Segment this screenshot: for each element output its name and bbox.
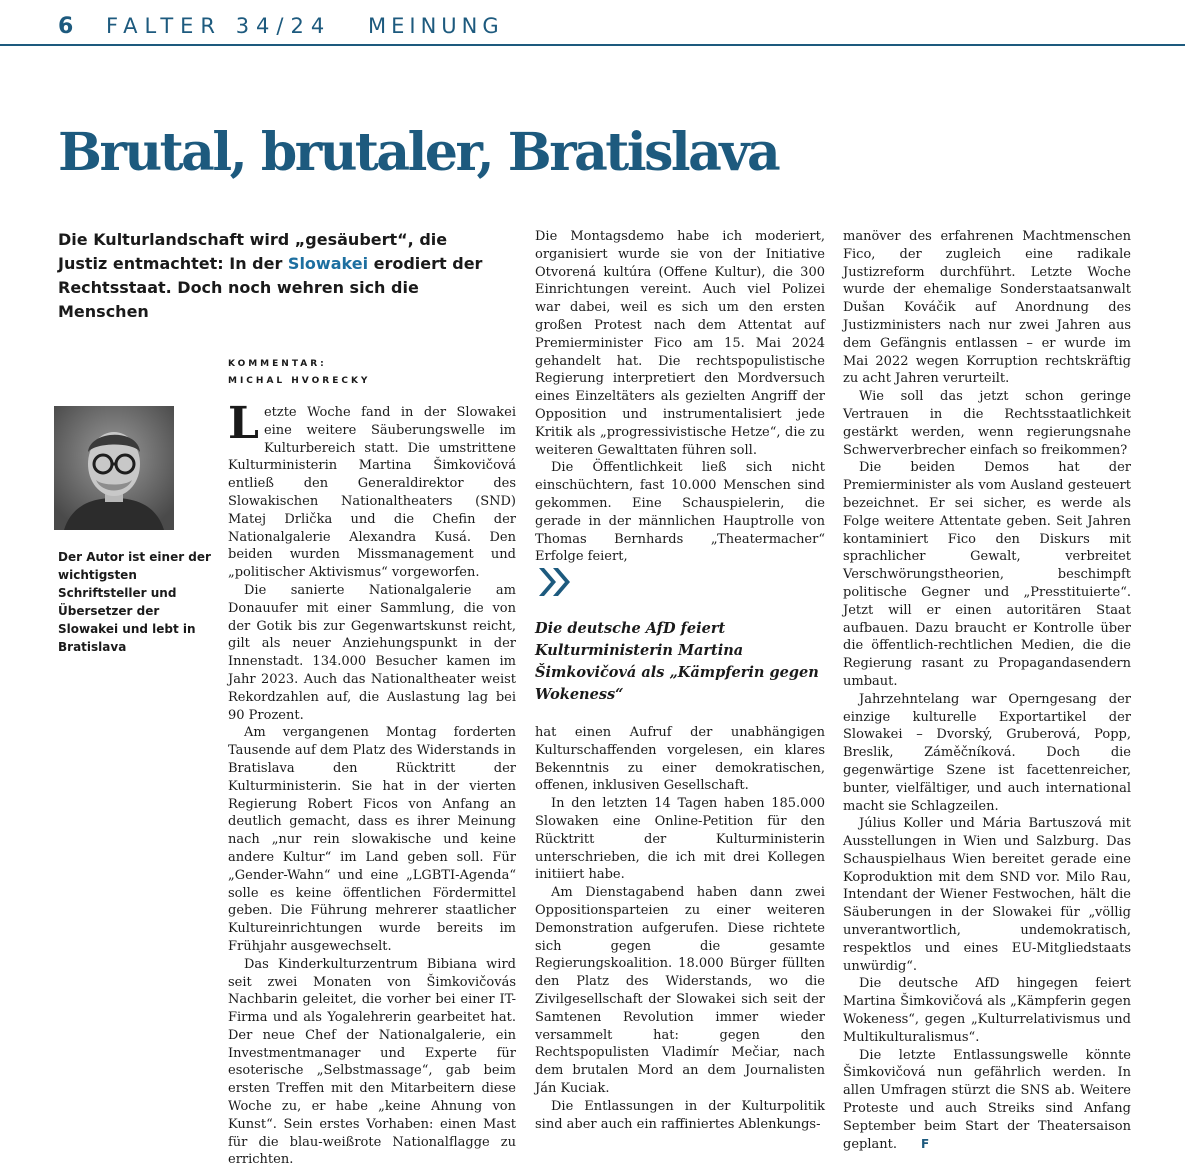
paragraph: Wie soll das jetzt schon geringe Vertrauen in die Rechtsstaatlichkeit gestärkt werden, wenn regierungsnahe Schwerverbrecher einfach so freikommen? xyxy=(843,389,1131,458)
page-header xyxy=(0,0,1185,46)
pull-quote: Die deutsche AfD feiert Kulturministerin Martina Šimkovičová als „Kämpferin gegen Wokeness“ xyxy=(535,620,819,703)
paragraph xyxy=(228,398,516,582)
lead-text xyxy=(58,228,498,324)
paragraph: Am vergangenen Montag forderten Tausende auf dem Platz des Widerstands in Bratislava den Rücktritt der Kulturministerin. Sie hat in der vierten Regierung Robert Ficos von Anfang an deutlich gemacht, dass es ihrer Meinung nach „nur rein slowakische und keine andere Kultur“ im Land geben soll. Für „Gender-Wahn“ und eine „LGBTI-Agenda“ solle es keine öffentlichen Fördermittel geben. Die Führung mehrerer staatlicher Kultureinrichtungen wurde bereits im Frühjahr ausgewechselt. xyxy=(228,725,516,954)
paragraph: hat einen Aufruf der unabhängigen Kulturschaffenden vorgelesen, ein klares Bekenntnis zu einer demokratischen, offenen, inklusiven Gesellschaft. xyxy=(535,725,825,794)
paragraph: Die Entlassungen in der Kulturpolitik sind aber auch ein raffiniertes Ablenkungs- xyxy=(535,1098,825,1132)
section-label: MEINUNG xyxy=(368,14,504,38)
author-caption: Der Autor ist einer der wichtigsten Schriftsteller und Übersetzer der Slowakei und lebt in Bratislava xyxy=(58,550,211,654)
issue-label: FALTER 34/24 xyxy=(106,14,332,38)
lead-text-start: Die Kulturlandschaft wird „gesäubert“, die Justiz entmachtet: In der xyxy=(58,230,448,273)
paragraph: Die Montagsdemo habe ich moderiert, organisiert wurde sie von der Initiative Otvorená kultúra (Offene Kultur), die 300 Einrichtungen vereint. Auch viel Polizei war dabei, weil es sich um den ersten großen Protest nach dem Attentat auf Premierminister Fico am 15. Mai 2024 gehandelt hat. Die rechtspopulistische Regierung interpretiert den Mordversuch eines Einzeltäters als gezielten Angriff der Opposition und instrumentalisiert jede Kritik als „progressivistische Hetze“, die zu weiteren Gewalttaten führen soll. xyxy=(535,229,825,458)
article-column-3 xyxy=(843,228,1131,1152)
header-rule xyxy=(0,44,1185,46)
lead-text-end: erodiert der Rechtsstaat. Doch noch wehren sich die Menschen xyxy=(58,254,483,321)
paragraph xyxy=(843,1047,1131,1154)
paragraph: manöver des erfahrenen Machtmenschen Fico, der zugleich eine radikale Justizreform durchführt. Letzte Woche wurde der ehemalige Sonderstaatsanwalt Dušan Kováčik auf Anordnung des Justizministers nach nur zwei Jahren aus dem Gefängnis entlassen – er wurde im Mai 2022 wegen Korruption rechtskräftig zu acht Jahren verurteilt. xyxy=(843,229,1131,387)
paragraph: Am Dienstagabend haben dann zwei Oppositionsparteien zu einer weiteren Demonstration aufgerufen. Diese richtete sich gegen die gesamte Regierungskoalition. 18.000 Bürger füllten den Platz des Widerstands, wo die Zivilgesellschaft der Slowakei sich seit der Samtenen Revolution immer wieder versammelt hat: gegen den Rechtspopulisten Vladimír Mečiar, nach dem brutalen Mord an dem Journalisten Ján Kuciak. xyxy=(535,885,825,1096)
author-portrait-icon xyxy=(54,406,174,530)
byline-label: KOMMENTAR: xyxy=(228,359,327,369)
quote-mark-icon xyxy=(533,560,577,604)
paragraph: Die deutsche AfD hingegen feiert Martina Šimkovičová als „Kämpferin gegen Wokeness“, gegen „Kulturrelativismus und Multikulturalismus“. xyxy=(843,976,1131,1045)
article-column-2-bottom xyxy=(535,724,825,1132)
end-mark-icon: F xyxy=(920,1136,930,1151)
paragraph-text: Die letzte Entlassungswelle könnte Šimkovičová nun gefährlich werden. In allen Umfragen stürzt die SNS ab. Weitere Proteste und auch Streiks sind Anfang September beim Start der Theatersaison geplant. xyxy=(843,1047,1131,1152)
paragraph: Jahrzehntelang war Operngesang der einzige kulturelle Exportartikel der Slowakei – Dvorský, Gruberová, Popp, Breslik, Záměčníková. Doch die gegenwärtige Szene ist facettenreicher, bunter, vielfältiger, und auch international macht sie Schlagzeilen. xyxy=(843,691,1131,814)
drop-cap: L xyxy=(228,398,259,449)
paragraph: Das Kinderkulturzentrum Bibiana wird seit zwei Monaten von Šimkovičovás Nachbarin geleitet, die vorher bei einer IT-Firma und als Yogalehrerin gearbeitet hat. Der neue Chef der Nationalgalerie, ein Investmentmanager und Experte für esoterische „Selbstmassage“, gab beim ersten Treffen mit den Mitarbeitern diese Woche zu, er habe „keine Ahnung von Kunst“. Sein erstes Vorhaben: einen Mast für die blau-weißrote Nationalflagge zu errichten. xyxy=(228,956,516,1168)
headline: Brutal, brutaler, Bratislava xyxy=(58,122,779,183)
byline-author: MICHAL HVORECKY xyxy=(228,376,371,386)
author-photo xyxy=(54,406,174,530)
paragraph: In den letzten 14 Tagen haben 185.000 Slowaken eine Online-Petition für den Rücktritt der Kulturministerin unterschrieben, die ich mit drei Kollegen initiiert habe. xyxy=(535,796,825,883)
paragraph: Die Öffentlichkeit ließ sich nicht einschüchtern, fast 10.000 Menschen sind gekommen. Eine Schauspielerin, die gerade in der männlichen Hauptrolle von Thomas Bernhards „Theatermacher“ Erfolge feiert, xyxy=(535,460,825,565)
article-column-1 xyxy=(228,398,516,1168)
paragraph-text: etzte Woche fand in der Slowakei eine weitere Säuberungswelle im Kulturbereich statt. Die umstrittene Kulturministerin Martina Šimkovičová entließ den Generaldirektor des Slowakischen Nationaltheaters (SND) Matej Drlička und die Chefin der Nationalgalerie Alexandra Kusá. Den beiden wurden Missmanagement und „politischer Aktivismus“ vorgeworfen. xyxy=(228,405,516,581)
paragraph: Július Koller und Mária Bartuszová mit Ausstellungen in Wien und Salzburg. Das Schauspielhaus Wien bereitet gerade eine Koproduktion mit dem SND vor. Milo Rau, Intendant der Wiener Festwochen, hält die Säuberungen in der Slowakei für „völlig unverantwortlich, undemokratisch, respektlos und eines EU-Mitgliedstaats unwürdig“. xyxy=(843,816,1131,974)
byline xyxy=(228,356,370,390)
article-column-2-top xyxy=(535,228,825,565)
page-number: 6 xyxy=(58,14,74,39)
paragraph: Die beiden Demos hat der Premierminister als vom Ausland gesteuert bezeichnet. Er sei sicher, es werde als Folge weitere Attentate geben. Seit Jahren kontaminiert Fico den Diskurs mit sprachlicher Gewalt, verbreitet Verschwörungstheorien, beschimpft politische Gegner und „Presstituierte“. Jetzt will er einen autoritären Staat aufbauen. Dazu braucht er Kontrolle über die öffentlich-rechtlichen Medien, die die Regierung rasant zu Propagandasendern umbaut. xyxy=(843,460,1131,689)
lead-link-slowakei[interactable]: Slowakei xyxy=(287,254,369,273)
paragraph: Die sanierte Nationalgalerie am Donauufer mit einer Sammlung, die von der Gotik bis zur Gegenwartskunst reicht, gilt als neuer Anziehungspunkt in der Innenstadt. 134.000 Besucher kamen im Jahr 2023. Auch das Nationaltheater weist Rekordzahlen auf, die Auslastung lag bei 90 Prozent. xyxy=(228,582,516,723)
